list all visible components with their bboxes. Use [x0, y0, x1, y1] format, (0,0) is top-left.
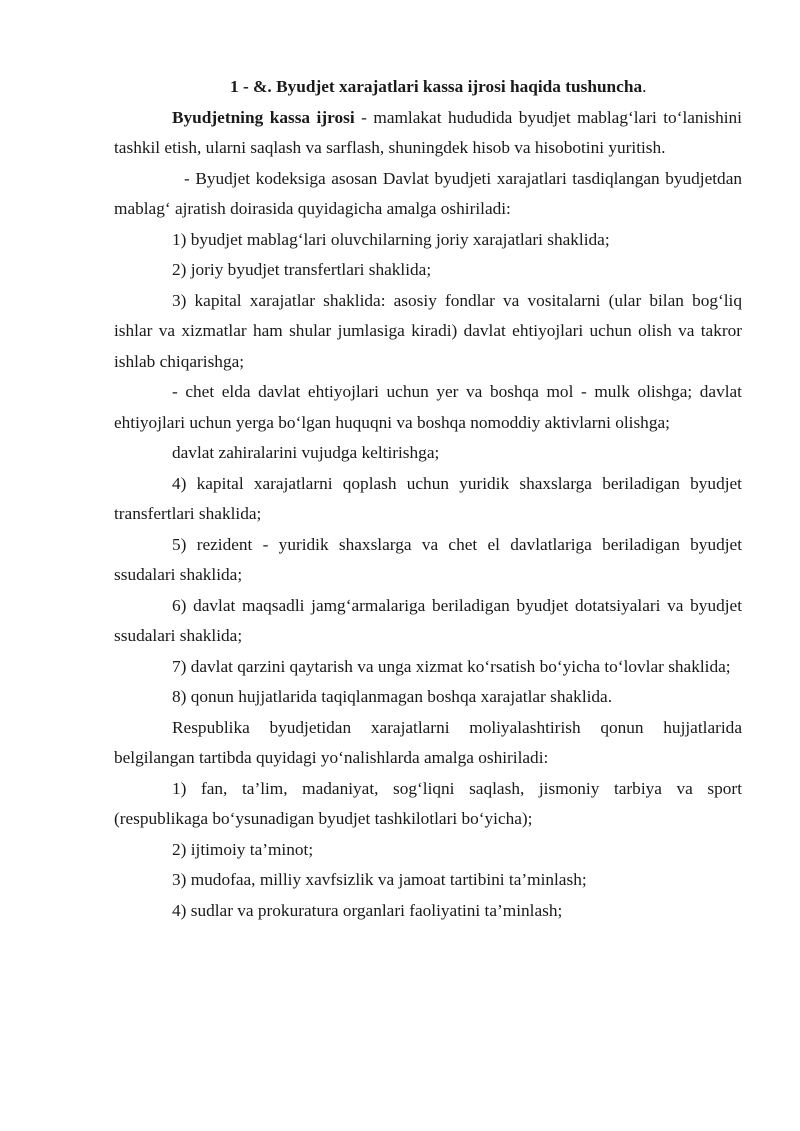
- section-title-text: 1 - &. Byudjet xarajatlari kassa ijrosi haqida tushuncha: [230, 77, 643, 96]
- definition-term: Byudjetning kassa ijrosi: [172, 107, 355, 127]
- list-item: 2) joriy byudjet transfertlari shaklida;: [172, 260, 432, 279]
- list-item: davlat zahiralarini vujudga keltirishga;: [172, 443, 440, 462]
- list-item: 2) ijtimoiy ta’minot;: [172, 839, 314, 859]
- list-item: 1) fan, ta’lim, madaniyat, sog‘liqni saqlash, jismoniy tarbiya va sport (respublikaga bo‘ysunadigan byudjet tashkilotlari bo‘yicha);: [114, 778, 742, 828]
- list-item: 3) mudofaa, milliy xavfsizlik va jamoat tartibini ta’minlash;: [172, 870, 587, 889]
- list-item: 7) davlat qarzini qaytarish va unga xizmat ko‘rsatish bo‘yicha to‘lovlar shaklida;: [172, 656, 731, 676]
- list-item: 1) byudjet mablag‘lari oluvchilarning joriy xarajatlari shaklida;: [172, 229, 610, 249]
- paragraph-intro: - Byudjet kodeksiga asosan Davlat byudjeti xarajatlari tasdiqlangan byudjetdan mablag‘ ajratish doirasida quyidagicha amalga oshiriladi:: [114, 168, 742, 218]
- list-item: - chet elda davlat ehtiyojlari uchun yer va boshqa mol - mulk olishga; davlat ehtiyojlari uchun yerga bo‘lgan huquqni va boshqa nomoddiy aktivlarni olishga;: [114, 382, 742, 432]
- definition-paragraph: [114, 103, 742, 164]
- list-item: 6) davlat maqsadli jamg‘armalariga beriladigan byudjet dotatsiyalari va byudjet ssudalari shaklida;: [114, 595, 742, 645]
- list-item: 5) rezident - yuridik shaxslarga va chet el davlatlariga beriladigan byudjet ssudalari shaklida;: [114, 534, 742, 584]
- section-title: [114, 72, 742, 103]
- document-body: [114, 72, 742, 926]
- list-item: 4) sudlar va prokuratura organlari faoliyatini ta’minlash;: [172, 900, 563, 920]
- section-title-period: .: [642, 77, 647, 96]
- list-item: 4) kapital xarajatlarni qoplash uchun yuridik shaxslarga beriladigan byudjet transfertlari shaklida;: [114, 473, 742, 523]
- paragraph: Respublika byudjetidan xarajatlarni moliyalashtirish qonun hujjatlarida belgilangan tartibda quyidagi yo‘nalishlarda amalga oshiriladi:: [114, 717, 742, 767]
- list-item: 3) kapital xarajatlar shaklida: asosiy fondlar va vositalarni (ular bilan bog‘liq ishlar va xizmatlar ham shular jumlasiga kiradi) davlat ehtiyojlari uchun olish va takror ishlab chiqarishga;: [114, 290, 742, 371]
- list-item: 8) qonun hujjatlarida taqiqlanmagan boshqa xarajatlar shaklida.: [172, 687, 613, 706]
- definition-text: - mamlakat hududida byudjet mablag‘lari to‘lanishini tashkil etish, ularni saqlash va sarflash, shuningdek hisob va hisobotini yuritish.: [114, 107, 742, 157]
